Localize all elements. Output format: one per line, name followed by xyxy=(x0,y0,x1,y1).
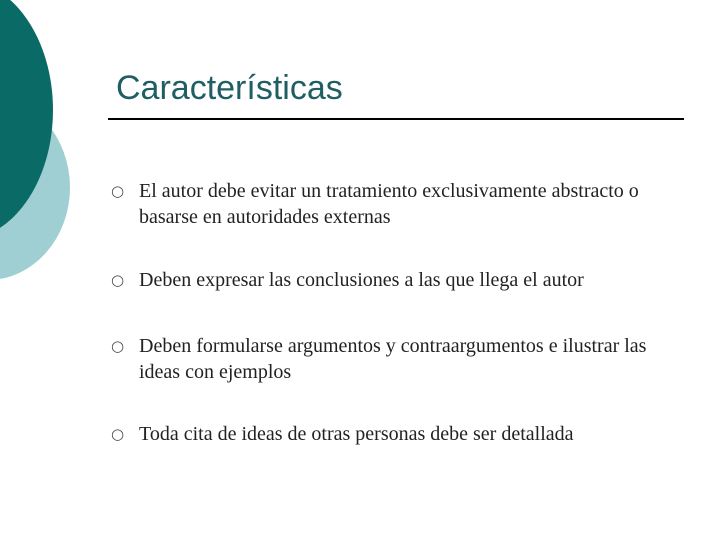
bullet-text: El autor debe evitar un tratamiento exclusivamente abstracto o basarse en autoridades externas xyxy=(139,180,639,228)
hollow-circle-bullet-icon: ○ xyxy=(111,337,125,355)
hollow-circle-bullet-icon: ○ xyxy=(111,271,125,289)
bullet-text: Deben expresar las conclusiones a las que llega el autor xyxy=(139,269,584,291)
bullet-text: Toda cita de ideas de otras personas debe ser detallada xyxy=(139,423,574,445)
hollow-circle-bullet-icon: ○ xyxy=(111,425,125,443)
bullet-text: Deben formularse argumentos y contraargumentos e ilustrar las ideas con ejemplos xyxy=(139,335,647,383)
hollow-circle-bullet-icon: ○ xyxy=(111,182,125,200)
title-underline xyxy=(108,118,684,120)
slide-title: Características xyxy=(116,69,343,107)
